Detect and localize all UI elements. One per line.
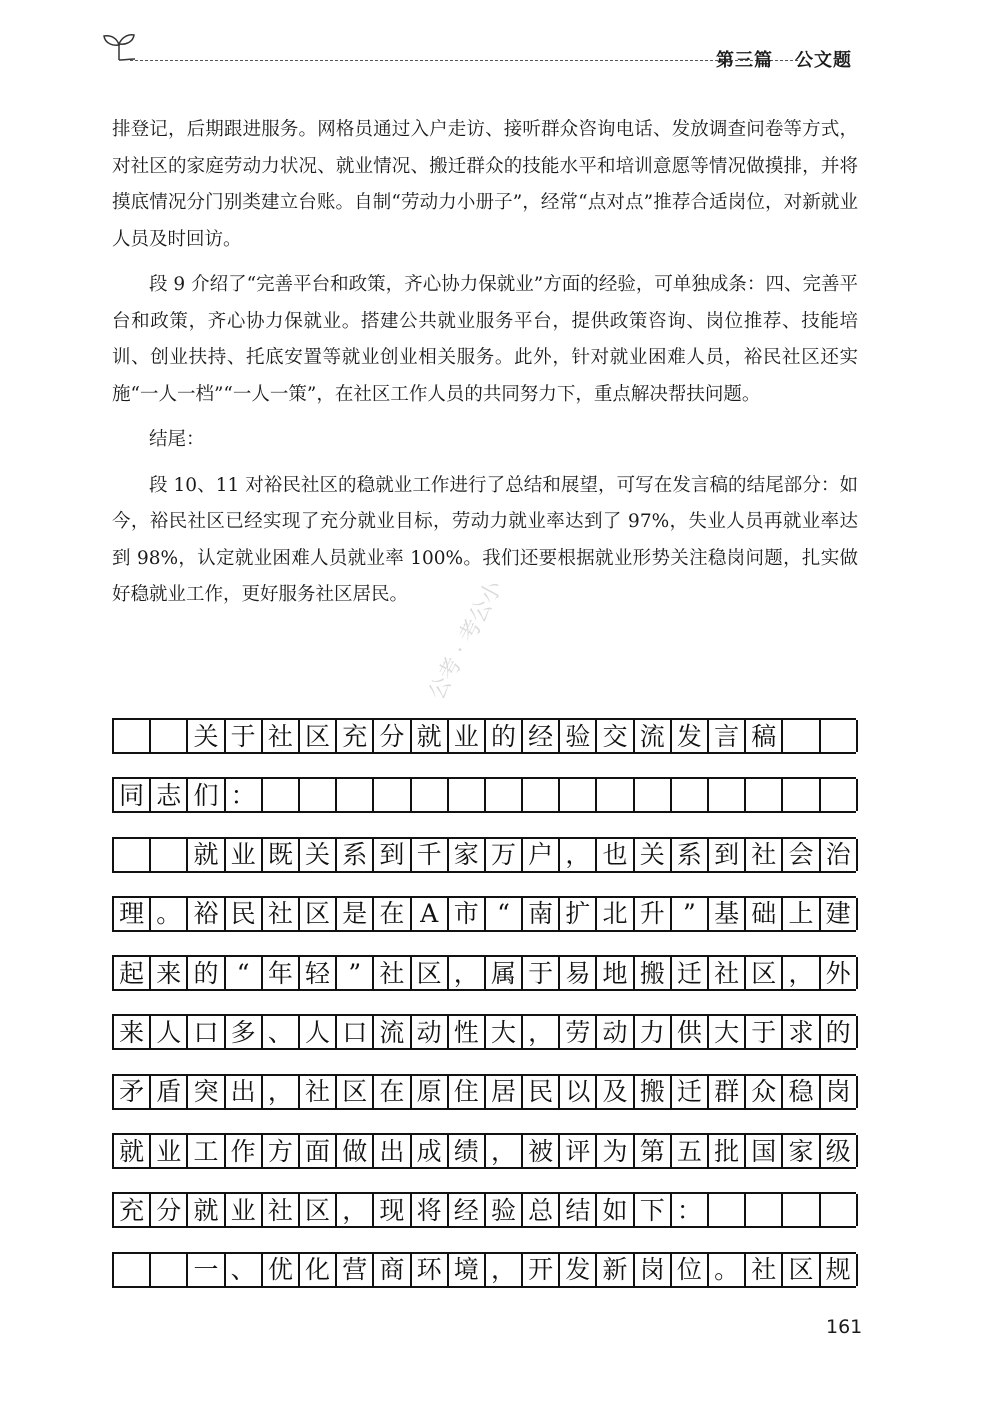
grid-cell: 区 [783, 1254, 820, 1286]
grid-cell [412, 779, 449, 811]
grid-cell: 结 [560, 1194, 597, 1226]
grid-cell: 到 [709, 839, 746, 871]
grid-cell: 分 [374, 720, 411, 752]
grid-cell: 社 [300, 1076, 337, 1108]
grid-cell: 千 [412, 839, 449, 871]
grid-cell [783, 779, 820, 811]
grid-cell: 关 [188, 720, 225, 752]
grid-cell: 验 [560, 720, 597, 752]
grid-cell [486, 779, 523, 811]
grid-cell: 矛 [114, 1076, 151, 1108]
grid-cell: 开 [523, 1254, 560, 1286]
grid-cell: 言 [709, 720, 746, 752]
grid-cell: 出 [226, 1076, 263, 1108]
grid-cell [151, 720, 188, 752]
grid-cell [151, 839, 188, 871]
grid-cell: 搬 [635, 957, 672, 989]
grid-cell: 社 [746, 1254, 783, 1286]
section-heading: 结尾： [149, 429, 205, 450]
grid-cell: 到 [374, 839, 411, 871]
grid-cell: 岗 [821, 1076, 858, 1108]
grid-cell: 劳 [560, 1016, 597, 1048]
grid-cell: 绩 [449, 1135, 486, 1167]
grid-cell: 业 [449, 720, 486, 752]
grid-cell: 方 [263, 1135, 300, 1167]
grid-cell: 位 [672, 1254, 709, 1286]
grid-cell: 如 [597, 1194, 634, 1226]
grid-cell: 大 [709, 1016, 746, 1048]
grid-cell: 充 [337, 720, 374, 752]
grid-cell: 。 [151, 898, 188, 930]
grid-cell [635, 779, 672, 811]
grid-cell: 的 [486, 720, 523, 752]
grid-cell [821, 720, 858, 752]
grid-cell: 总 [523, 1194, 560, 1226]
grid-cell: 。 [709, 1254, 746, 1286]
grid-cell: “ [486, 898, 523, 930]
grid-cell [783, 720, 820, 752]
grid-cell: 一 [188, 1254, 225, 1286]
grid-cell: 的 [821, 1016, 858, 1048]
grid-cell [821, 779, 858, 811]
grid-cell: 区 [300, 898, 337, 930]
grid-cell: 业 [151, 1135, 188, 1167]
grid-cell: 级 [821, 1135, 858, 1167]
grid-cell [337, 779, 374, 811]
grid-cell: 志 [151, 779, 188, 811]
grid-cell: 属 [486, 957, 523, 989]
grid-cell [263, 779, 300, 811]
grid-cell: 区 [337, 1076, 374, 1108]
grid-cell: 被 [523, 1135, 560, 1167]
grid-cell: 于 [746, 1016, 783, 1048]
page-number: 161 [826, 1316, 863, 1338]
grid-cell: 区 [412, 957, 449, 989]
grid-cell [746, 779, 783, 811]
grid-cell: 将 [412, 1194, 449, 1226]
grid-cell: 的 [188, 957, 225, 989]
grid-cell [746, 1194, 783, 1226]
grid-cell: 系 [672, 839, 709, 871]
grid-cell [114, 1254, 151, 1286]
grid-cell: 搬 [635, 1076, 672, 1108]
grid-cell: 作 [226, 1135, 263, 1167]
grid-cell [449, 779, 486, 811]
grid-cell: 稿 [746, 720, 783, 752]
grid-cell: 新 [597, 1254, 634, 1286]
grid-cell: 口 [188, 1016, 225, 1048]
grid-cell: 础 [746, 898, 783, 930]
grid-cell: A [412, 898, 449, 930]
grid-cell: 群 [709, 1076, 746, 1108]
grid-cell: 区 [300, 1194, 337, 1226]
grid-cell: 下 [635, 1194, 672, 1226]
grid-cell: 区 [300, 720, 337, 752]
grid-cell: ， [486, 1254, 523, 1286]
grid-cell: 工 [188, 1135, 225, 1167]
grid-cell: 治 [821, 839, 858, 871]
grid-cell [597, 779, 634, 811]
grid-cell: 第 [635, 1135, 672, 1167]
page-header [100, 32, 860, 72]
grid-cell: 多 [226, 1016, 263, 1048]
grid-cell: 规 [821, 1254, 858, 1286]
grid-cell: 民 [226, 898, 263, 930]
grid-cell: 岗 [635, 1254, 672, 1286]
grid-cell: 户 [523, 839, 560, 871]
grid-cell: 营 [337, 1254, 374, 1286]
grid-cell: 分 [151, 1194, 188, 1226]
grid-row [112, 1252, 856, 1288]
grid-cell: 南 [523, 898, 560, 930]
grid-cell: 同 [114, 779, 151, 811]
grid-cell: 住 [449, 1076, 486, 1108]
grid-cell: 家 [783, 1135, 820, 1167]
grid-cell: 验 [486, 1194, 523, 1226]
grid-cell: 就 [188, 1194, 225, 1226]
grid-cell: 五 [672, 1135, 709, 1167]
grid-cell: 现 [374, 1194, 411, 1226]
grid-cell: 北 [597, 898, 634, 930]
grid-cell: 社 [746, 839, 783, 871]
grid-cell: 成 [412, 1135, 449, 1167]
grid-cell: 以 [560, 1076, 597, 1108]
grid-row [112, 777, 856, 813]
grid-cell: 出 [374, 1135, 411, 1167]
grid-cell: 大 [486, 1016, 523, 1048]
grid-cell: 做 [337, 1135, 374, 1167]
paragraph: 段 9 介绍了“完善平台和政策，齐心协力保就业”方面的经验，可单独成条：四、完善平台和政策，齐心协力保就业。搭建公共就业服务平台，提供政策咨询、岗位推荐、技能培训、创业扶持、托底安置等就业创业相关服务。此外，针对就业困难人员，裕民社区还实施“一人一档”“一人一策”，在社区工作人员的共同努力下，重点解决帮扶问题。 [112, 274, 858, 405]
grid-cell: 经 [523, 720, 560, 752]
grid-cell: 发 [672, 720, 709, 752]
grid-cell: 社 [374, 957, 411, 989]
grid-cell: 国 [746, 1135, 783, 1167]
grid-row [112, 955, 856, 991]
grid-cell: 流 [374, 1016, 411, 1048]
grid-cell: 社 [709, 957, 746, 989]
grid-cell: 经 [449, 1194, 486, 1226]
grid-cell: 口 [337, 1016, 374, 1048]
grid-cell: 及 [597, 1076, 634, 1108]
grid-cell: 社 [263, 1194, 300, 1226]
grid-cell: 社 [263, 898, 300, 930]
grid-cell: ： [672, 1194, 709, 1226]
grid-cell: 优 [263, 1254, 300, 1286]
grid-cell: 、 [226, 1254, 263, 1286]
grid-cell: 在 [374, 898, 411, 930]
grid-cell: 迁 [672, 1076, 709, 1108]
grid-cell: 于 [523, 957, 560, 989]
grid-cell: 化 [300, 1254, 337, 1286]
grid-cell: 就 [188, 839, 225, 871]
grid-row [112, 837, 856, 873]
grid-cell: 社 [263, 720, 300, 752]
grid-cell [821, 1194, 858, 1226]
grid-cell: 于 [226, 720, 263, 752]
grid-cell: ， [263, 1076, 300, 1108]
grid-cell [114, 720, 151, 752]
grid-cell: ， [486, 1135, 523, 1167]
grid-cell: 发 [560, 1254, 597, 1286]
grid-cell: 升 [635, 898, 672, 930]
grid-row [112, 1133, 856, 1169]
grid-cell: 动 [597, 1016, 634, 1048]
grid-cell [374, 779, 411, 811]
grid-cell: 众 [746, 1076, 783, 1108]
grid-cell: 建 [821, 898, 858, 930]
grid-cell: “ [226, 957, 263, 989]
grid-cell: 来 [114, 1016, 151, 1048]
grid-cell: 扩 [560, 898, 597, 930]
grid-cell: 环 [412, 1254, 449, 1286]
grid-cell: 业 [226, 839, 263, 871]
grid-cell: 轻 [300, 957, 337, 989]
grid-cell: ” [337, 957, 374, 989]
grid-row [112, 1192, 856, 1228]
header-title [716, 46, 852, 72]
grid-cell: ， [523, 1016, 560, 1048]
grid-cell: 流 [635, 720, 672, 752]
grid-cell: 充 [114, 1194, 151, 1226]
grid-cell [560, 779, 597, 811]
watermark: 公考 · 考公小 [424, 576, 508, 705]
answer-grid [112, 718, 856, 1311]
grid-cell: 境 [449, 1254, 486, 1286]
grid-cell: 会 [783, 839, 820, 871]
grid-cell: 求 [783, 1016, 820, 1048]
section-label: 第三篇 [716, 50, 773, 71]
grid-cell: 裕 [188, 898, 225, 930]
grid-cell: 区 [746, 957, 783, 989]
grid-row [112, 718, 856, 754]
grid-cell [672, 779, 709, 811]
grid-cell [114, 839, 151, 871]
grid-cell: 评 [560, 1135, 597, 1167]
grid-cell: ， [449, 957, 486, 989]
grid-cell: ， [560, 839, 597, 871]
paragraph: 段 10、11 对裕民社区的稳就业工作进行了总结和展望，可写在发言稿的结尾部分：如今，裕民社区已经实现了充分就业目标，劳动力就业率达到了 97%，失业人员再就业率达到 98%，认定就业困难人员就业率 100%。我们还要根据就业形势关注稳岗问题，扎实做好稳就业工作，更好服务社区居民。 [112, 474, 858, 605]
sprout-icon [102, 32, 136, 62]
grid-cell: ， [783, 957, 820, 989]
grid-row [112, 1014, 856, 1050]
grid-cell: 动 [412, 1016, 449, 1048]
grid-cell: 批 [709, 1135, 746, 1167]
grid-cell: 为 [597, 1135, 634, 1167]
grid-cell: 、 [263, 1016, 300, 1048]
grid-cell: 系 [337, 839, 374, 871]
grid-cell [709, 1194, 746, 1226]
grid-cell: 盾 [151, 1076, 188, 1108]
grid-cell: 关 [300, 839, 337, 871]
grid-cell: 年 [263, 957, 300, 989]
paragraph: 排登记，后期跟进服务。网格员通过入户走访、接听群众咨询电话、发放调查问卷等方式，对社区的家庭劳动力状况、就业情况、搬迁群众的技能水平和培训意愿等情况做摸排，并将摸底情况分门别类建立台账。自制“劳动力小册子”，经常“点对点”推荐合适岗位，对新就业人员及时回访。 [112, 119, 858, 250]
grid-cell: 家 [449, 839, 486, 871]
grid-cell: 业 [226, 1194, 263, 1226]
grid-cell [783, 1194, 820, 1226]
grid-cell [300, 779, 337, 811]
grid-cell: 基 [709, 898, 746, 930]
grid-cell: 力 [635, 1016, 672, 1048]
grid-cell: 迁 [672, 957, 709, 989]
grid-cell: 来 [151, 957, 188, 989]
grid-cell: 性 [449, 1016, 486, 1048]
grid-cell: 万 [486, 839, 523, 871]
grid-cell: 关 [635, 839, 672, 871]
grid-row [112, 1074, 856, 1110]
grid-cell: 人 [300, 1016, 337, 1048]
grid-cell: 突 [188, 1076, 225, 1108]
grid-cell: 起 [114, 957, 151, 989]
grid-cell: ， [337, 1194, 374, 1226]
grid-cell: 交 [597, 720, 634, 752]
grid-cell [151, 1254, 188, 1286]
grid-cell: 人 [151, 1016, 188, 1048]
grid-row [112, 896, 856, 932]
header-divider [130, 60, 798, 61]
grid-cell: 也 [597, 839, 634, 871]
grid-cell: ” [672, 898, 709, 930]
grid-cell: 易 [560, 957, 597, 989]
grid-cell: 上 [783, 898, 820, 930]
grid-cell: 是 [337, 898, 374, 930]
body-text [112, 112, 858, 623]
grid-cell: 市 [449, 898, 486, 930]
grid-cell: 民 [523, 1076, 560, 1108]
grid-cell: 地 [597, 957, 634, 989]
grid-cell: ： [226, 779, 263, 811]
grid-cell: 供 [672, 1016, 709, 1048]
grid-cell: 在 [374, 1076, 411, 1108]
grid-cell [709, 779, 746, 811]
grid-cell: 原 [412, 1076, 449, 1108]
grid-cell: 面 [300, 1135, 337, 1167]
grid-cell [523, 779, 560, 811]
grid-cell: 们 [188, 779, 225, 811]
grid-cell: 外 [821, 957, 858, 989]
grid-cell: 商 [374, 1254, 411, 1286]
grid-cell: 就 [412, 720, 449, 752]
grid-cell: 就 [114, 1135, 151, 1167]
grid-cell: 理 [114, 898, 151, 930]
grid-cell: 居 [486, 1076, 523, 1108]
grid-cell: 稳 [783, 1076, 820, 1108]
grid-cell: 既 [263, 839, 300, 871]
category-label: 公文题 [795, 50, 852, 71]
